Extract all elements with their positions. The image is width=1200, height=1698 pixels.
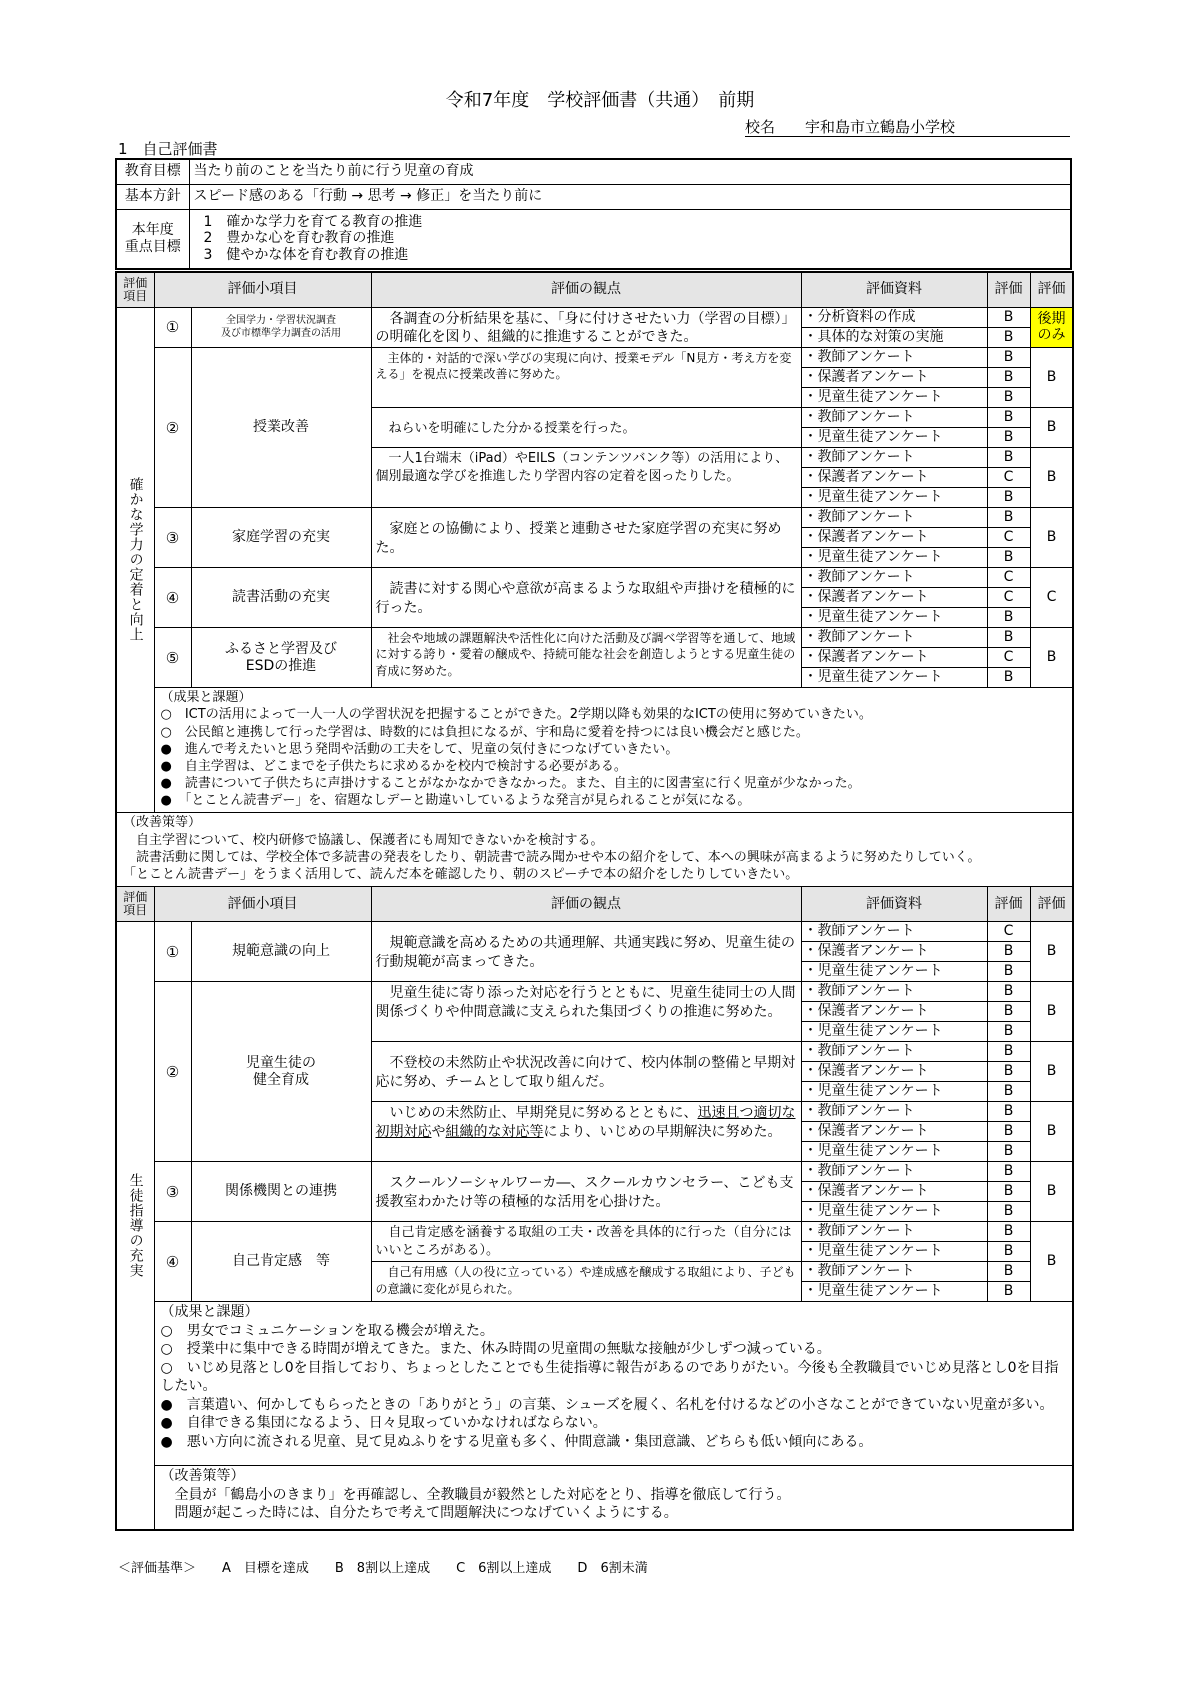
grade: B: [987, 1282, 1030, 1302]
grade: B: [987, 1182, 1030, 1202]
grade: B: [987, 942, 1030, 962]
improvement-line: 問題が起こった時には、自分たちで考えて問題解決につなげていくようにする。: [160, 1505, 678, 1522]
evaluation-view: 自己肯定感を涵養する取組の工夫・改善を具体的に行った（自分にはいいところがある）。: [371, 1222, 801, 1262]
source-item: ・教師アンケート: [801, 1042, 987, 1062]
grade: B: [987, 348, 1030, 368]
result-line: ● 言葉遣い、何かしてもらったときの「ありがとう」の言葉、シューズを履く、名札を付けるなどの小さなことができていない児童が多い。: [160, 1396, 1054, 1413]
improvement-measures: （改善策等） 全員が「鶴島小のきまり」を再確認し、全教職員が毅然とした対応をとり、指導を徹底して行う。 問題が起こった時には、自分たちで考えて問題解決につなげていくようにする。: [154, 1466, 1073, 1530]
goal-label: 教育目標: [116, 159, 189, 184]
result-grade: B: [1030, 1222, 1073, 1302]
result-line: ● 自律できる集団になるよう、日々見取っていかなければならない。: [160, 1415, 607, 1432]
evaluation-view: 各調査の分析結果を基に、「身に付けさせたい力（学習の目標）」の明確化を図り、組織的に推進することができた。: [371, 307, 801, 348]
grade: B: [987, 1122, 1030, 1142]
results-and-issues: （成果と課題） ○ 男女でコミュニケーションを取る機会が増えた。 ○ 授業中に集中できる時間が増えてきた。また、休み時間の児童間の無駄な接触が少しずつ減っている。 ○ いじめ見落とし0を目指しており、ちょっとしたことでも生徒指導に報告があるのでありがたい。今後も全教職員でいじめ見落とし0を目指したい。 ● 言葉遣い、何かしてもらったときの「ありがとう」の言葉、シューズを履く、名札を付けるなどの小さなことができていない児童が多い。 ● 自律できる集団になるよう、日々見取っていかなければならない。 ● 悪い方向に流される児童、見て見ぬふりをする児童も多く、仲間意識・集団意識、どちらも低い傾向にある。: [154, 1302, 1073, 1466]
evaluation-view: 不登校の未然防止や状況改善に向けて、校内体制の整備と早期対応に努め、チームとして取り組んだ。: [371, 1042, 801, 1102]
policy-label: 基本方針: [116, 184, 189, 209]
table-row: [116, 922, 1073, 942]
table-row: [116, 568, 1073, 588]
item-name: 授業改善: [191, 348, 371, 508]
evaluation-criteria: ＜評価基準＞ A 目標を達成 B 8割以上達成 C 6割以上達成 D 6割未満: [118, 1561, 648, 1576]
focus-label: 本年度 重点目標: [116, 209, 189, 269]
result-line: ○ 男女でコミュニケーションを取る機会が増えた。: [160, 1322, 494, 1339]
grade: B: [987, 368, 1030, 388]
source-item: ・分析資料の作成: [801, 307, 987, 327]
grade: B: [987, 982, 1030, 1002]
source-item: ・児童生徒アンケート: [801, 1282, 987, 1302]
source-item: ・児童生徒アンケート: [801, 668, 987, 688]
evaluation-view: ねらいを明確にした分かる授業を行った。: [371, 408, 801, 448]
grade: B: [987, 307, 1030, 327]
grade: B: [987, 1202, 1030, 1222]
evaluation-view: 読書に対する関心や意欲が高まるような取組や声掛けを積極的に行った。: [371, 568, 801, 628]
result-line: ○ ICTの活用によって一人一人の学習状況を把握することができた。2学期以降も効果的なICTの使用に努めていきたい。: [160, 707, 872, 723]
header-view: 評価の観点: [371, 887, 801, 922]
item-number: ④: [154, 1222, 191, 1302]
item-number: ①: [154, 307, 191, 348]
item-name: 関係機関との連携: [191, 1162, 371, 1222]
source-item: ・教師アンケート: [801, 348, 987, 368]
item-number: ①: [154, 922, 191, 982]
evaluation-view: 一人1台端末（iPad）やEILS（コンテンツバンク等）の活用により、個別最適な学びを推進したり学習内容の定着を図ったりした。: [371, 448, 801, 508]
item-name: 家庭学習の充実: [191, 508, 371, 568]
source-item: ・教師アンケート: [801, 448, 987, 468]
result-line: ○ 公民館と連携して行った学習は、時数的には負担になるが、宇和島に愛着を持つには良い機会だと感じた。: [160, 724, 809, 740]
improvement-line: 自主学習について、校内研修で協議し、保護者にも周知できないかを検討する。: [123, 832, 604, 848]
result-line: ○ いじめ見落とし0を目指しており、ちょっとしたことでも生徒指導に報告があるのでありがたい。今後も全教職員でいじめ見落とし0を目指したい。: [160, 1359, 1059, 1395]
grade: B: [987, 488, 1030, 508]
result-grade: C: [1030, 568, 1073, 628]
table-row: [116, 1222, 1073, 1242]
item-number: ④: [154, 568, 191, 628]
result-grade: B: [1030, 628, 1073, 688]
source-item: ・児童生徒アンケート: [801, 428, 987, 448]
grade: C: [987, 528, 1030, 548]
grade: C: [987, 648, 1030, 668]
item-name: 読書活動の充実: [191, 568, 371, 628]
source-item: ・保護者アンケート: [801, 1122, 987, 1142]
improvement-measures: （改善策等） 自主学習について、校内研修で協議し、保護者にも周知できないかを検討する。 読書活動に関しては、学校全体で多読書の発表をしたり、朝読書で読み聞かせや本の紹介をして、本への興味が高まるように努めたりしていく。 「とことん読書デー」をうまく活用して、読んだ本を確認したり、朝のスピーチで本の紹介をしたりしていきたい。: [116, 813, 1073, 887]
header-grade-2: 評価: [1030, 887, 1073, 922]
goal-text: 当たり前のことを当たり前に行う児童の育成: [189, 159, 1071, 184]
result-grade: B: [1030, 1102, 1073, 1162]
grade: B: [987, 1002, 1030, 1022]
result-grade: B: [1030, 982, 1073, 1042]
item-number: ③: [154, 508, 191, 568]
source-item: ・保護者アンケート: [801, 468, 987, 488]
header-grade-1: 評価: [987, 887, 1030, 922]
source-item: ・保護者アンケート: [801, 588, 987, 608]
item-number: ⑤: [154, 628, 191, 688]
grade: C: [987, 568, 1030, 588]
source-item: ・児童生徒アンケート: [801, 962, 987, 982]
category-label: 生徒指導の充実: [116, 922, 154, 1530]
result-line: ● 読書について子供たちに声掛けすることがなかなかできなかった。また、自主的に図書室に行く児童が少なかった。: [160, 776, 861, 792]
header-category: 評価 項目: [116, 887, 154, 922]
evaluation-view: 児童生徒に寄り添った対応を行うとともに、児童生徒同士の人間関係づくりや仲間意識に支えられた集団づくりの推進に努めた。: [371, 982, 801, 1042]
focus-item: 1 確かな学力を育てる教育の推進: [203, 213, 423, 230]
improvement-line: 全員が「鶴島小のきまり」を再確認し、全教職員が毅然とした対応をとり、指導を徹底して行う。: [160, 1486, 791, 1503]
result-grade: B: [1030, 1162, 1073, 1222]
source-item: ・教師アンケート: [801, 1102, 987, 1122]
grade: B: [987, 668, 1030, 688]
evaluation-view: 規範意識を高めるための共通理解、共通実践に努め、児童生徒の行動規範が高まってきた。: [371, 922, 801, 982]
focus-list: [189, 209, 1071, 269]
school-label: 校名: [745, 118, 776, 136]
result-line: ○ 授業中に集中できる時間が増えてきた。また、休み時間の児童間の無駄な接触が少しずつ減っている。: [160, 1341, 831, 1358]
grade: B: [987, 1242, 1030, 1262]
item-number: ②: [154, 982, 191, 1162]
table-row: [116, 982, 1073, 1002]
improvement-block: [116, 813, 1073, 887]
grade: B: [987, 327, 1030, 347]
focus-item: 2 豊かな心を育む教育の推進: [203, 230, 395, 247]
improvement-block: [116, 1466, 1073, 1530]
evaluation-view: スクールソーシャルワーカ―、スクールカウンセラー、こども支援教室わかたけ等の積極的な活用を心掛けた。: [371, 1162, 801, 1222]
grade: B: [987, 1062, 1030, 1082]
grade: B: [987, 1162, 1030, 1182]
improvement-line: 「とことん読書デー」をうまく活用して、読んだ本を確認したり、朝のスピーチで本の紹介をしたりしていきたい。: [123, 866, 799, 882]
source-item: ・児童生徒アンケート: [801, 1022, 987, 1042]
table-row: [116, 628, 1073, 648]
source-item: ・児童生徒アンケート: [801, 1202, 987, 1222]
results-and-issues: （成果と課題） ○ ICTの活用によって一人一人の学習状況を把握することができた。2学期以降も効果的なICTの使用に努めていきたい。 ○ 公民館と連携して行った学習は、時数的には負担になるが、宇和島に愛着を持つには良い機会だと感じた。 ● 進んで考えたいと思う発問や活動の工夫をして、児童の気付きにつなげていきたい。 ● 自主学習は、どこまでを子供たちに求めるかを校内で検討する必要がある。 ● 読書について子供たちに声掛けすることがなかなかできなかった。また、自主的に図書室に行く児童が少なかった。 ● 「とことん読書デー」を、宿題なしデーと勘違いしているような発言が見られることが気になる。: [154, 688, 1073, 813]
result-line: ● 「とことん読書デー」を、宿題なしデーと勘違いしているような発言が見られることが気になる。: [160, 793, 751, 809]
source-item: ・保護者アンケート: [801, 1002, 987, 1022]
evaluation-view: 自己有用感（人の役に立っている）や達成感を醸成する取組により、子どもの意識に変化が見られた。: [371, 1262, 801, 1302]
item-name: 自己肯定感 等: [191, 1222, 371, 1302]
header-subitem: 評価小項目: [154, 272, 371, 307]
source-item: ・児童生徒アンケート: [801, 388, 987, 408]
school-goals-table: [115, 158, 1072, 270]
header-source: 評価資料: [801, 887, 987, 922]
result-line: ● 進んで考えたいと思う発問や活動の工夫をして、児童の気付きにつなげていきたい。: [160, 741, 679, 757]
grade: C: [987, 922, 1030, 942]
source-item: ・具体的な対策の実施: [801, 327, 987, 347]
item-number: ③: [154, 1162, 191, 1222]
item-name: 全国学力・学習状況調査 及び市標準学力調査の活用: [191, 307, 371, 348]
source-item: ・教師アンケート: [801, 982, 987, 1002]
evaluation-view: いじめの未然防止、早期発見に努めるとともに、迅速且つ適切な初期対応や組織的な対応等により、いじめの早期解決に努めた。: [371, 1102, 801, 1162]
source-item: ・教師アンケート: [801, 408, 987, 428]
result-grade: B: [1030, 348, 1073, 408]
result-grade: B: [1030, 508, 1073, 568]
source-item: ・教師アンケート: [801, 568, 987, 588]
evaluation-table: [115, 271, 1074, 1531]
header-category: 評価 項目: [116, 272, 154, 307]
grade: B: [987, 428, 1030, 448]
header-grade-1: 評価: [987, 272, 1030, 307]
table-row: [116, 348, 1073, 368]
table-header: [116, 272, 1073, 307]
grade: B: [987, 628, 1030, 648]
results-block: [116, 688, 1073, 813]
result-grade: 後期 のみ: [1030, 307, 1073, 348]
item-number: ②: [154, 348, 191, 508]
source-item: ・保護者アンケート: [801, 1062, 987, 1082]
school-underline: [745, 136, 1070, 137]
header-subitem: 評価小項目: [154, 887, 371, 922]
grade: B: [987, 1262, 1030, 1282]
source-item: ・児童生徒アンケート: [801, 1142, 987, 1162]
grade: B: [987, 1022, 1030, 1042]
policy-text: スピード感のある「行動 → 思考 → 修正」を当たり前に: [189, 184, 1071, 209]
grade: B: [987, 1082, 1030, 1102]
source-item: ・児童生徒アンケート: [801, 1082, 987, 1102]
result-grade: B: [1030, 448, 1073, 508]
source-item: ・教師アンケート: [801, 628, 987, 648]
source-item: ・保護者アンケート: [801, 648, 987, 668]
grade: B: [987, 608, 1030, 628]
source-item: ・教師アンケート: [801, 1262, 987, 1282]
header-grade-2: 評価: [1030, 272, 1073, 307]
source-item: ・保護者アンケート: [801, 942, 987, 962]
source-item: ・児童生徒アンケート: [801, 488, 987, 508]
source-item: ・児童生徒アンケート: [801, 548, 987, 568]
item-name: ふるさと学習及び ESDの推進: [191, 628, 371, 688]
result-grade: B: [1030, 408, 1073, 448]
table-row: [116, 1162, 1073, 1182]
source-item: ・教師アンケート: [801, 1222, 987, 1242]
source-item: ・保護者アンケート: [801, 368, 987, 388]
grade: B: [987, 388, 1030, 408]
table-row: [116, 508, 1073, 528]
category-label: 確かな学力の定着と向上: [116, 307, 154, 813]
grade: B: [987, 408, 1030, 428]
grade: B: [987, 1042, 1030, 1062]
results-block: [116, 1302, 1073, 1466]
evaluation-view: 主体的・対話的で深い学びの実現に向け、授業モデル「N見方・考え方を変える」を視点に授業改善に努めた。: [371, 348, 801, 408]
grade: B: [987, 448, 1030, 468]
result-grade: B: [1030, 922, 1073, 982]
evaluation-view: 家庭との協働により、授業と連動させた家庭学習の充実に努めた。: [371, 508, 801, 568]
item-name: 規範意識の向上: [191, 922, 371, 982]
grade: B: [987, 1222, 1030, 1242]
grade: B: [987, 1102, 1030, 1122]
result-line: ● 悪い方向に流される児童、見て見ぬふりをする児童も多く、仲間意識・集団意識、どちらも低い傾向にある。: [160, 1433, 873, 1450]
item-name: 児童生徒の 健全育成: [191, 982, 371, 1162]
section-heading: 1 自己評価書: [118, 140, 218, 158]
source-item: ・教師アンケート: [801, 922, 987, 942]
result-line: ● 自主学習は、どこまでを子供たちに求めるかを校内で検討する必要がある。: [160, 758, 627, 774]
grade: B: [987, 508, 1030, 528]
source-item: ・児童生徒アンケート: [801, 608, 987, 628]
page-title: 令和7年度 学校評価書（共通） 前期: [445, 90, 755, 111]
source-item: ・教師アンケート: [801, 508, 987, 528]
grade: B: [987, 1142, 1030, 1162]
header-view: 評価の観点: [371, 272, 801, 307]
improvement-line: 読書活動に関しては、学校全体で多読書の発表をしたり、朝読書で読み聞かせや本の紹介をして、本への興味が高まるように努めたりしていく。: [123, 849, 981, 865]
grade: C: [987, 588, 1030, 608]
focus-item: 3 健やかな体を育む教育の推進: [203, 247, 409, 264]
evaluation-view: 社会や地域の課題解決や活性化に向けた活動及び調べ学習等を通して、地域に対する誇り・愛着の醸成や、持続可能な社会を創造しようとする児童生徒の育成に努めた。: [371, 628, 801, 688]
source-item: ・保護者アンケート: [801, 528, 987, 548]
grade: C: [987, 468, 1030, 488]
result-grade: B: [1030, 1042, 1073, 1102]
source-item: ・教師アンケート: [801, 1162, 987, 1182]
source-item: ・保護者アンケート: [801, 1182, 987, 1202]
source-item: ・児童生徒アンケート: [801, 1242, 987, 1262]
table-row: [116, 307, 1073, 327]
table-header: [116, 887, 1073, 922]
grade: B: [987, 962, 1030, 982]
school-name: 宇和島市立鶴島小学校: [805, 118, 956, 136]
header-source: 評価資料: [801, 272, 987, 307]
school-name-line: [745, 116, 1070, 137]
grade: B: [987, 548, 1030, 568]
